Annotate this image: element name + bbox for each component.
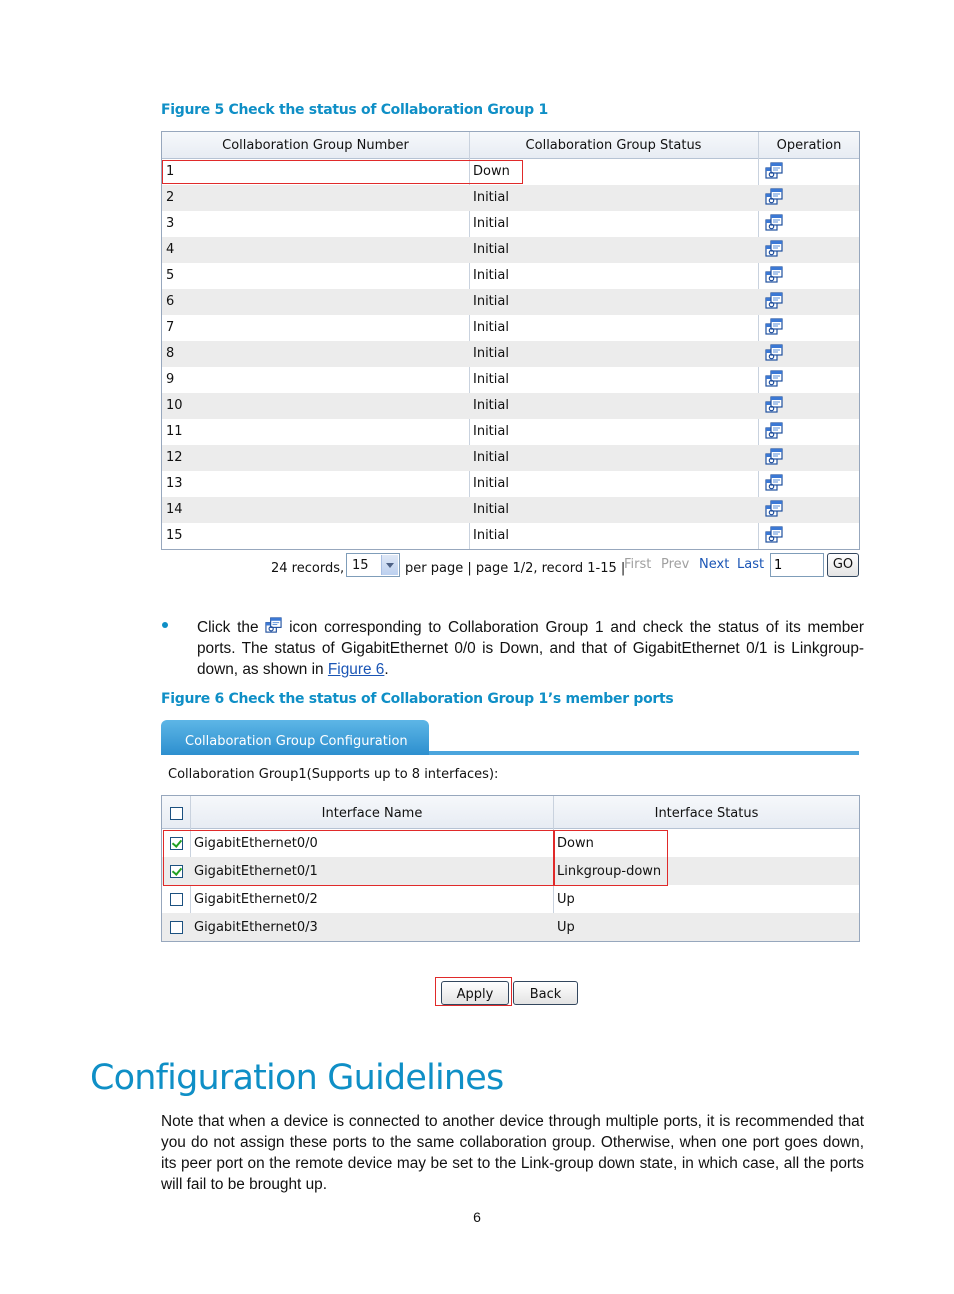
page-info: per page | page 1/2, record 1-15 | — [405, 561, 626, 576]
section-heading: Configuration Guidelines — [90, 1058, 504, 1098]
group-status: Initial — [473, 190, 509, 205]
header-interface-name[interactable]: Interface Name — [321, 806, 423, 821]
interface-status: Down — [557, 836, 594, 851]
tab-collaboration-group-configuration[interactable] — [161, 720, 429, 755]
collaboration-group-table — [161, 131, 860, 550]
group-number: 5 — [166, 268, 175, 283]
view-details-icon — [265, 617, 282, 634]
table-row — [162, 315, 859, 341]
bullet-marker — [162, 622, 168, 628]
page-number-box — [770, 553, 824, 577]
table-header — [162, 132, 859, 159]
records-count: 24 records, — [271, 561, 345, 576]
view-details-icon[interactable] — [765, 422, 783, 440]
table-row — [162, 263, 859, 289]
last-link[interactable]: Last — [737, 557, 765, 572]
header-operation: Operation — [776, 138, 842, 153]
go-button[interactable]: GO — [827, 553, 859, 577]
group-status: Initial — [473, 372, 509, 387]
group-status: Initial — [473, 476, 509, 491]
view-details-icon[interactable] — [765, 318, 783, 336]
view-details-icon[interactable] — [765, 500, 783, 518]
group-status: Down — [473, 164, 510, 179]
page-number-input[interactable] — [774, 555, 820, 575]
row-checkbox[interactable] — [170, 893, 183, 906]
group-status: Initial — [473, 424, 509, 439]
group-number: 8 — [166, 346, 175, 361]
table-row — [162, 237, 859, 263]
interface-name: GigabitEthernet0/2 — [194, 892, 318, 907]
view-details-icon[interactable] — [765, 162, 783, 180]
bullet-text-end: . — [384, 661, 389, 678]
group-status: Initial — [473, 294, 509, 309]
view-details-icon[interactable] — [765, 214, 783, 232]
group-status: Initial — [473, 502, 509, 517]
table-header — [162, 796, 859, 829]
interface-status: Linkgroup-down — [557, 864, 662, 879]
table-row — [162, 471, 859, 497]
group-number: 4 — [166, 242, 175, 257]
table-row — [162, 393, 859, 419]
table-row — [162, 289, 859, 315]
select-all-checkbox[interactable] — [170, 807, 183, 820]
group-subtitle: Collaboration Group1(Supports up to 8 interfaces): — [168, 767, 499, 782]
view-details-icon[interactable] — [765, 370, 783, 388]
group-number: 1 — [166, 164, 175, 179]
group-status: Initial — [473, 242, 509, 257]
view-details-icon[interactable] — [765, 240, 783, 258]
tab-label: Collaboration Group Configuration — [185, 734, 408, 749]
per-page-select[interactable] — [346, 553, 400, 577]
figure6-caption: Figure 6 Check the status of Collaboration Group 1’s member ports — [161, 691, 674, 707]
interface-name: GigabitEthernet0/1 — [194, 864, 318, 879]
tab-underline — [429, 751, 859, 755]
bullet-text-body: icon corresponding to Collaboration Group 1 and check the status of its member ports. The status of GigabitEthernet 0/0 is Down, and that of GigabitEthernet 0/1 is Linkgroup-down, as shown in — [197, 619, 864, 678]
table-row — [162, 885, 859, 913]
table-row — [162, 445, 859, 471]
group-status: Initial — [473, 268, 509, 283]
table-row — [162, 419, 859, 445]
highlight-box — [162, 160, 523, 184]
group-number: 15 — [166, 528, 183, 543]
pagination-bar — [0, 553, 954, 579]
group-status: Initial — [473, 450, 509, 465]
per-page-value: 15 — [352, 558, 369, 573]
interface-name: GigabitEthernet0/3 — [194, 920, 318, 935]
group-status: Initial — [473, 346, 509, 361]
view-details-icon[interactable] — [765, 344, 783, 362]
view-details-icon[interactable] — [765, 266, 783, 284]
back-button[interactable]: Back — [513, 981, 578, 1005]
apply-button[interactable]: Apply — [441, 981, 509, 1005]
view-details-icon[interactable] — [765, 396, 783, 414]
group-status: Initial — [473, 216, 509, 231]
bullet-text-start: Click the — [197, 619, 259, 636]
table-row — [162, 913, 859, 941]
group-number: 11 — [166, 424, 183, 439]
highlight-box — [163, 830, 668, 886]
group-status: Initial — [473, 398, 509, 413]
view-details-icon[interactable] — [765, 448, 783, 466]
prev-link[interactable]: Prev — [661, 557, 690, 572]
view-details-icon[interactable] — [765, 292, 783, 310]
group-number: 13 — [166, 476, 183, 491]
page-number: 6 — [473, 1209, 481, 1225]
view-details-icon[interactable] — [765, 526, 783, 544]
group-status: Initial — [473, 528, 509, 543]
row-checkbox[interactable] — [170, 921, 183, 934]
header-group-status[interactable]: Collaboration Group Status — [525, 138, 702, 153]
bullet-paragraph — [197, 617, 864, 680]
header-group-number[interactable]: Collaboration Group Number — [222, 138, 409, 153]
table-row — [162, 185, 859, 211]
group-number: 2 — [166, 190, 175, 205]
header-interface-status[interactable]: Interface Status — [654, 806, 759, 821]
figure6-link[interactable]: Figure 6 — [327, 661, 385, 678]
group-number: 9 — [166, 372, 175, 387]
group-number: 12 — [166, 450, 183, 465]
figure5-caption: Figure 5 Check the status of Collaboration Group 1 — [161, 102, 548, 118]
view-details-icon[interactable] — [765, 188, 783, 206]
group-number: 6 — [166, 294, 175, 309]
view-details-icon[interactable] — [765, 474, 783, 492]
interface-status: Up — [557, 920, 575, 935]
group-number: 10 — [166, 398, 183, 413]
table-row — [162, 341, 859, 367]
group-number: 7 — [166, 320, 175, 335]
group-number: 3 — [166, 216, 175, 231]
highlight-box — [435, 977, 512, 1006]
first-link[interactable]: First — [624, 557, 652, 572]
table-row — [162, 367, 859, 393]
table-row — [162, 211, 859, 237]
group-number: 14 — [166, 502, 183, 517]
table-row — [162, 497, 859, 523]
next-link[interactable]: Next — [699, 557, 730, 572]
highlight-divider — [553, 830, 555, 886]
interface-name: GigabitEthernet0/0 — [194, 836, 318, 851]
guidelines-paragraph: Note that when a device is connected to another device through multiple ports, it is recommended that you do not assign these ports to the same collaboration group. Otherwise, when one port goes down, its peer port on the remote device may be set to the Link-group down state, in which case, all the ports will fail to be brought up. — [161, 1113, 864, 1193]
interface-status: Up — [557, 892, 575, 907]
group-status: Initial — [473, 320, 509, 335]
chevron-down-icon[interactable] — [381, 555, 398, 575]
table-row — [162, 523, 859, 549]
